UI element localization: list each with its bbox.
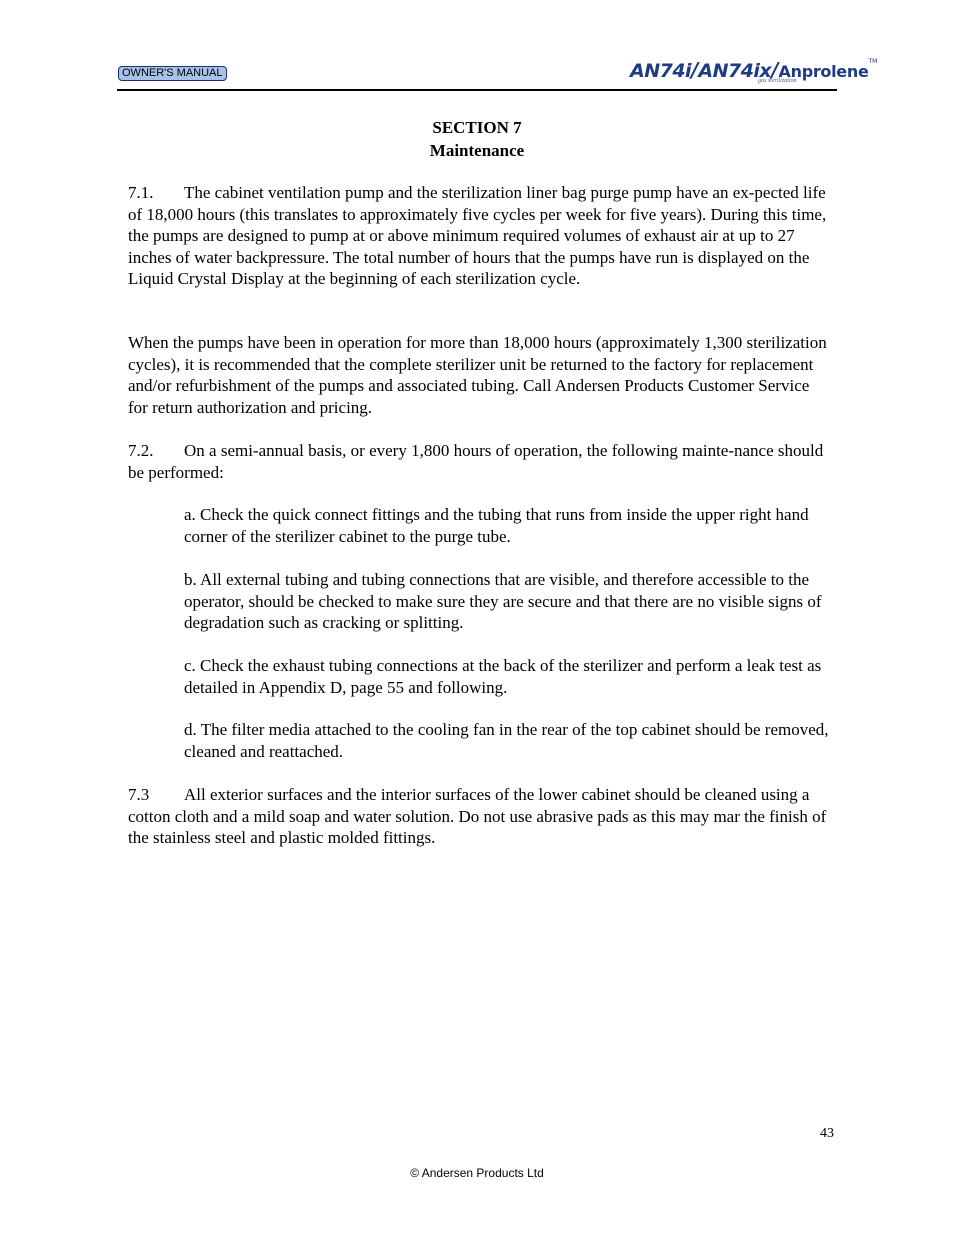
- logo-tagline: gas sterilization: [758, 78, 797, 84]
- paragraph-pump-replacement: When the pumps have been in operation for more than 18,000 hours (approximately 1,300 sterilization cycles), it is recommended that the complete sterilizer unit be returned to the factory for replacement and/or refurbishment of the pumps and associated tubing. Call Andersen Products Customer Service for return authorization and pricing.: [128, 333, 827, 417]
- copyright-footer: © Andersen Products Ltd: [410, 1166, 544, 1180]
- list-item-a: a. Check the quick connect fittings and the tubing that runs from inside the upper right hand corner of the sterilizer cabinet to the purge tube.: [184, 505, 809, 546]
- paragraph-text: The cabinet ventilation pump and the sterilization liner bag purge pump have an ex-pected life of 18,000 hours (this translates to approximately five cycles per week for five years). During this time, the pumps are designed to pump at or above minimum required volumes of exhaust air at up to 27 inches of water backpressure. The total number of hours that the pumps have run is displayed on the Liquid Crystal Display at the beginning of each sterilization cycle.: [128, 183, 827, 288]
- logo-model-an74ix: AN74ix: [698, 60, 772, 82]
- paragraph-number: 7.1.: [128, 183, 154, 202]
- section-title: SECTION 7: [432, 118, 522, 137]
- paragraph-7-2: [128, 440, 828, 483]
- section-subtitle: Maintenance: [429, 141, 525, 160]
- paragraph-7-1: [128, 182, 828, 290]
- list-item-b: b. All external tubing and tubing connections that are visible, and therefore accessible to the operator, should be checked to make sure they are secure and that there are no visible signs of degradation such as cracking or splitting.: [184, 570, 822, 632]
- product-logo: AN74i/AN74ix/Anprolene™ gas sterilization: [630, 58, 878, 84]
- list-item-d: d. The filter media attached to the cooling fan in the rear of the top cabinet should be removed, cleaned and reattached.: [184, 720, 829, 761]
- header-rule: [117, 89, 837, 91]
- paragraph-text: On a semi-annual basis, or every 1,800 hours of operation, the following mainte-nance should be performed:: [128, 441, 824, 482]
- list-item-c: c. Check the exhaust tubing connections at the back of the sterilizer and perform a leak test as detailed in Appendix D, page 55 and following.: [184, 656, 822, 697]
- logo-model-an74i: AN74i: [630, 60, 692, 82]
- paragraph-text: All exterior surfaces and the interior surfaces of the lower cabinet should be cleaned using a cotton cloth and a mild soap and water solution. Do not use abrasive pads as this may mar the finish of the stainless steel and plastic molded fittings.: [128, 785, 827, 847]
- paragraph-number: 7.2.: [128, 441, 154, 460]
- paragraph-7-3: [128, 784, 828, 849]
- logo-brand: Anprolene: [778, 62, 869, 81]
- paragraph-number: 7.3: [128, 785, 150, 804]
- page-number: 43: [820, 1126, 834, 1141]
- owners-manual-badge: OWNER'S MANUAL: [118, 66, 227, 81]
- logo-trademark: TM: [868, 58, 878, 65]
